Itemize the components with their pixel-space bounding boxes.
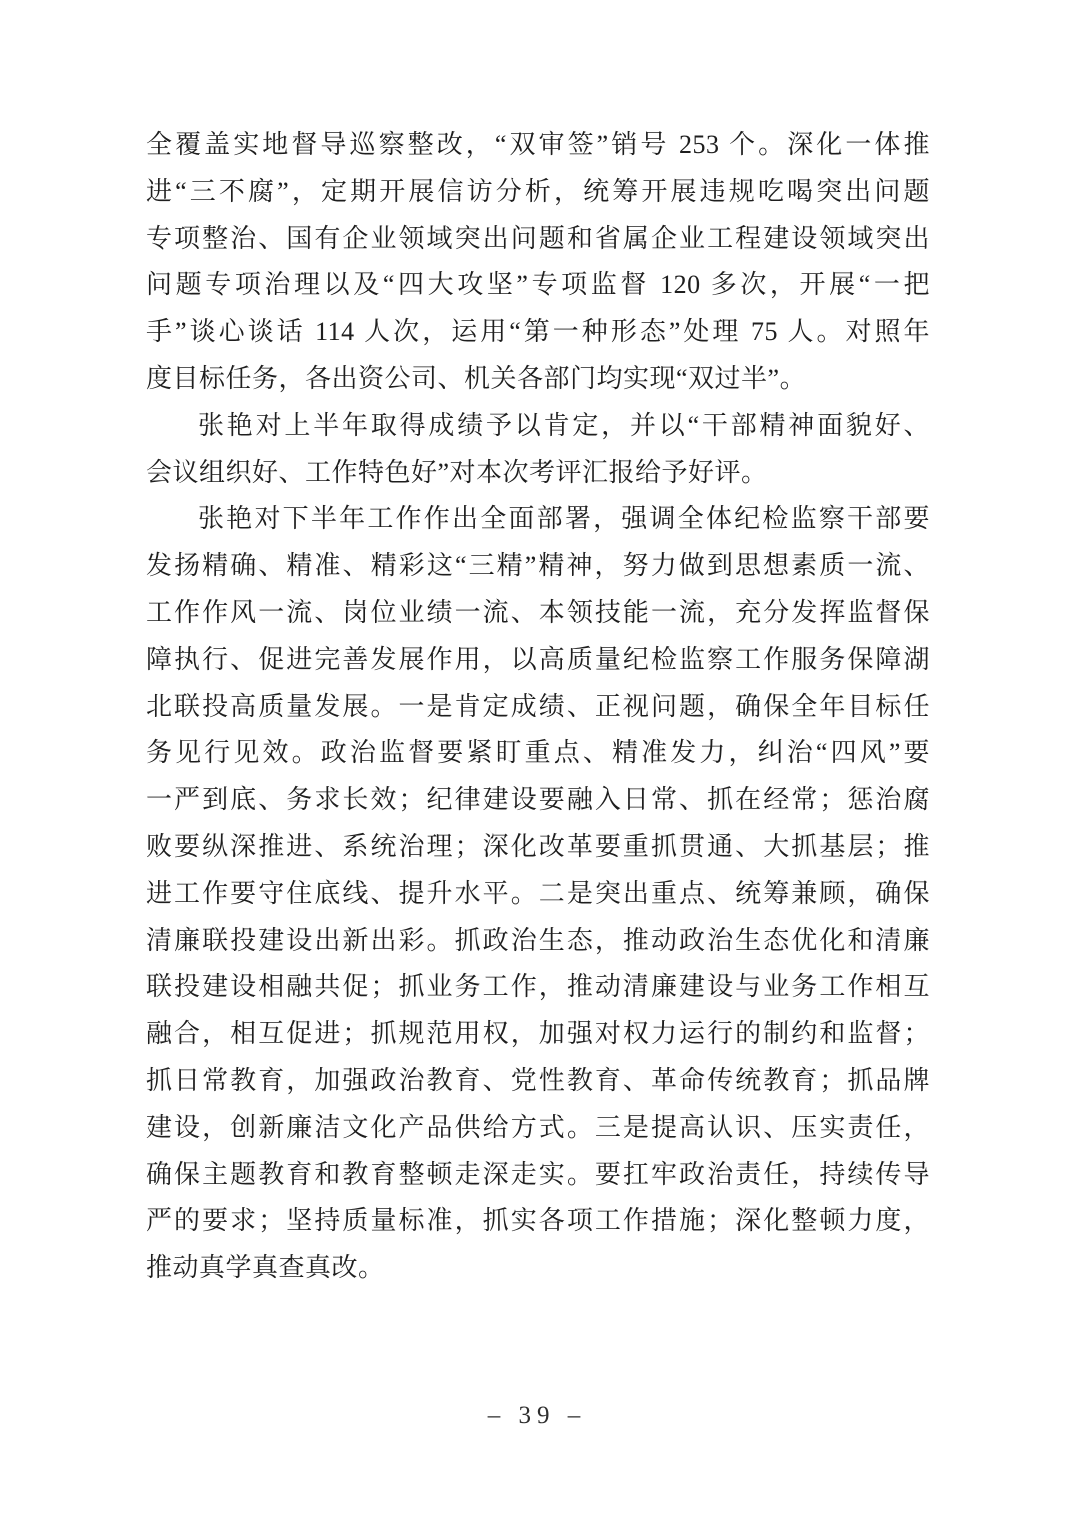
page-number: – 39 – — [487, 1402, 587, 1429]
text-line: 进“三不腐”，定期开展信访分析，统筹开展违规吃喝突出问题 — [146, 176, 930, 206]
text-line: 会议组织好、工作特色好”对本次考评汇报给予好评。 — [146, 457, 768, 487]
text-line: 手”谈心谈话 114 人次，运用“第一种形态”处理 75 人。对照年 — [146, 317, 930, 347]
text-line: 融合，相互促进；抓规范用权，加强对权力运行的制约和监督； — [146, 1019, 930, 1049]
page-footer — [0, 1402, 1074, 1430]
text-line: 张艳对上半年取得成绩予以肯定，并以“干部精神面貌好、 — [198, 410, 930, 440]
text-line: 联投建设相融共促；抓业务工作，推动清廉建设与业务工作相互 — [146, 972, 930, 1002]
text-line: 严的要求；坚持质量标准，抓实各项工作措施；深化整顿力度， — [146, 1206, 930, 1236]
text-line: 工作作风一流、岗位业绩一流、本领技能一流，充分发挥监督保 — [146, 597, 930, 627]
text-line: 抓日常教育，加强政治教育、党性教育、革命传统教育；抓品牌 — [146, 1065, 930, 1095]
text-line: 清廉联投建设出新出彩。抓政治生态，推动政治生态优化和清廉 — [146, 925, 930, 955]
text-line: 张艳对下半年工作作出全面部署，强调全体纪检监察干部要 — [198, 504, 930, 534]
text-line: 进工作要守住底线、提升水平。二是突出重点、统筹兼顾，确保 — [146, 878, 930, 908]
text-line: 确保主题教育和教育整顿走深走实。要扛牢政治责任，持续传导 — [146, 1159, 930, 1189]
text-line: 度目标任务，各出资公司、机关各部门均实现“双过半”。 — [146, 363, 807, 393]
text-line: 问题专项治理以及“四大攻坚”专项监督 120 多次，开展“一把 — [146, 270, 930, 300]
text-line: 全覆盖实地督导巡察整改，“双审签”销号 253 个。深化一体推 — [146, 130, 930, 159]
text-line: 建设，创新廉洁文化产品供给方式。三是提高认识、压实责任， — [146, 1112, 930, 1142]
text-line: 北联投高质量发展。一是肯定成绩、正视问题，确保全年目标任 — [146, 691, 930, 721]
text-line: 专项整治、国有企业领域突出问题和省属企业工程建设领域突出 — [146, 223, 930, 253]
text-line: 务见行见效。政治监督要紧盯重点、精准发力，纠治“四风”要 — [146, 738, 930, 768]
text-line: 败要纵深推进、系统治理；深化改革要重抓贯通、大抓基层；推 — [146, 831, 930, 861]
text-line: 障执行、促进完善发展作用，以高质量纪检监察工作服务保障湖 — [146, 644, 930, 674]
text-line: 一严到底、务求长效；纪律建设要融入日常、抓在经常；惩治腐 — [146, 785, 930, 815]
document-body — [146, 122, 930, 1292]
text-line: 发扬精确、精准、精彩这“三精”精神，努力做到思想素质一流、 — [146, 551, 930, 581]
text-line: 推动真学真查真改。 — [146, 1253, 385, 1283]
